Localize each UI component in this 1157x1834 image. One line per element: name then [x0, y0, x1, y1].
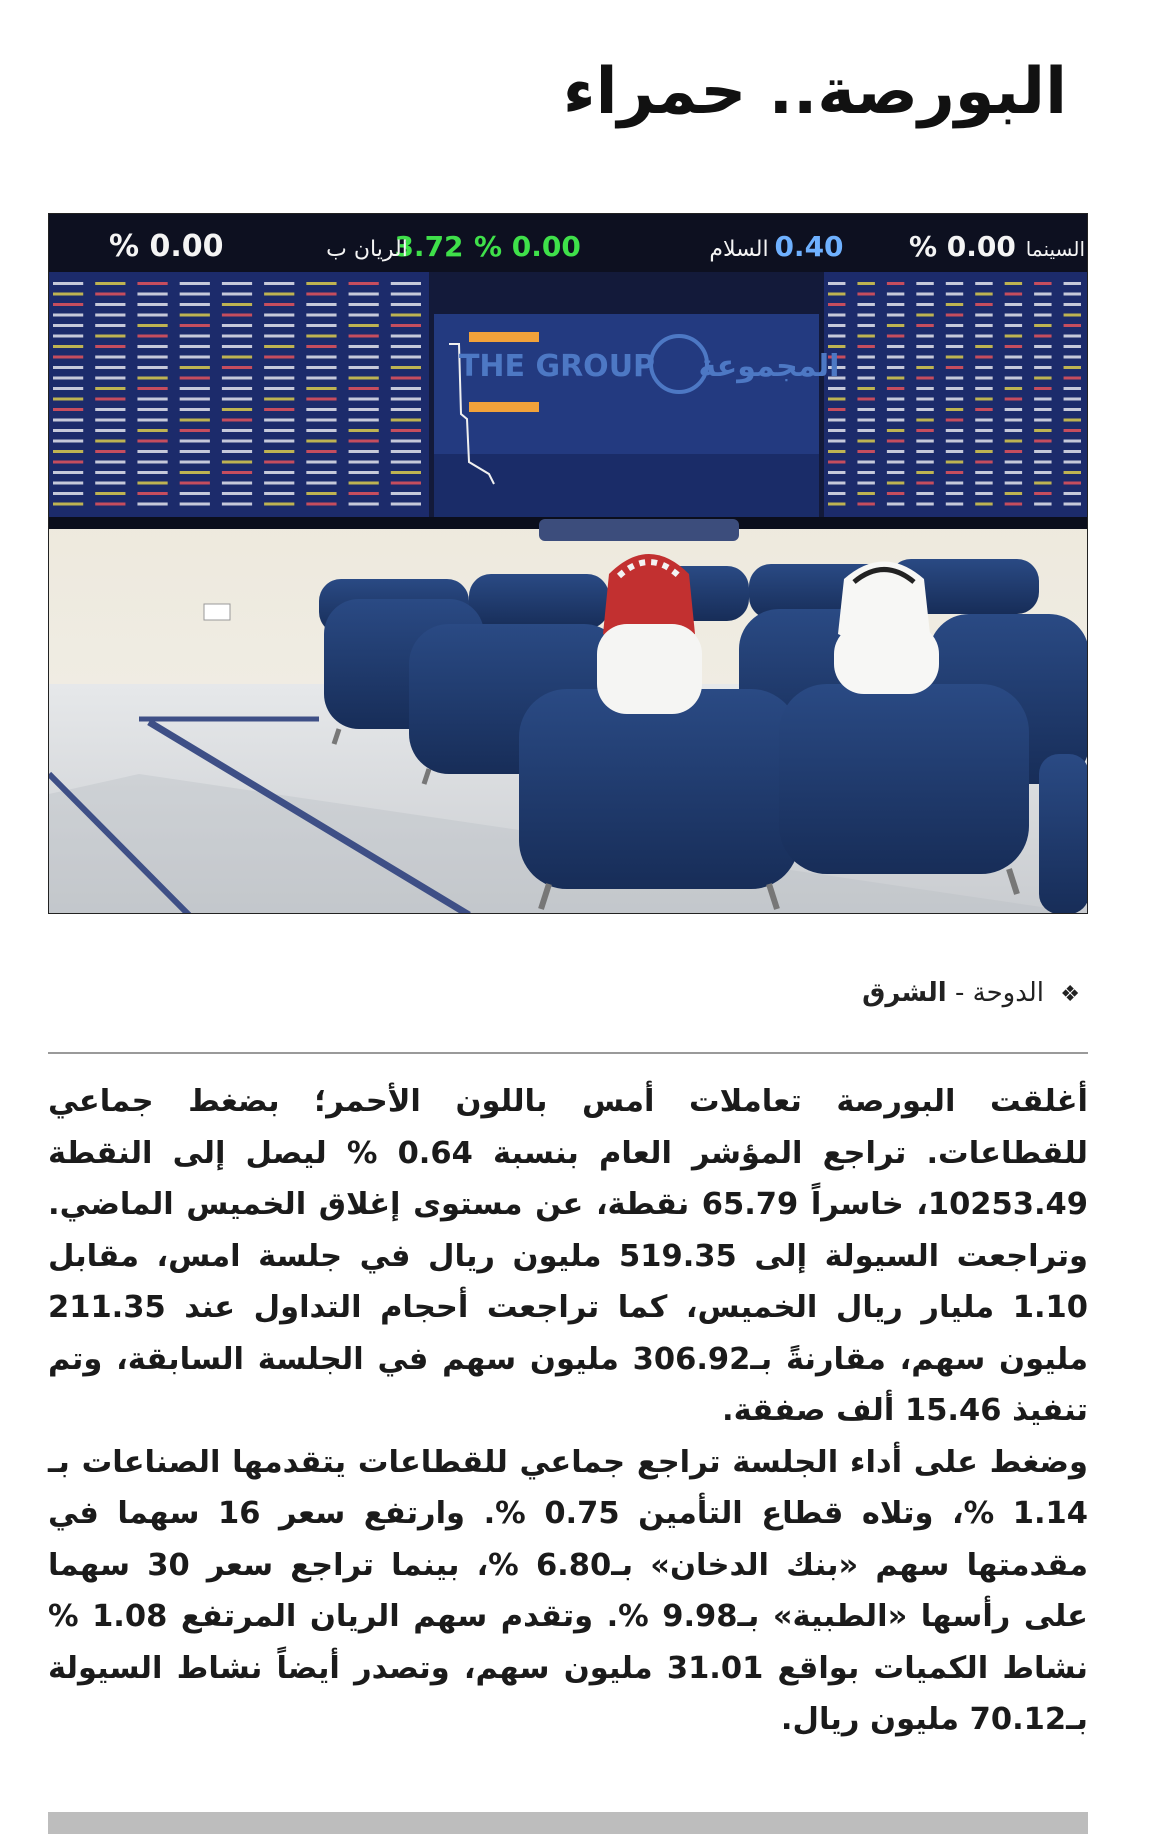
dateline-source: الشرق [862, 978, 947, 1008]
headline: البورصة.. حمراء [562, 55, 1067, 129]
board-ticker-salam-value: 0.40 [774, 230, 844, 263]
board-ticker-rayan-name: الريان ب [326, 237, 408, 262]
dateline-city: الدوحة [972, 978, 1044, 1008]
board-left-grid [49, 272, 429, 517]
section-divider [48, 1052, 1088, 1054]
article-photo [48, 213, 1088, 914]
board-logo-ar: المجموعة [698, 349, 840, 384]
board-logo-en: THE GROUP [458, 349, 656, 384]
page-bottom-bar [48, 1812, 1088, 1834]
dateline-separator: - [954, 978, 965, 1008]
dateline [862, 978, 1080, 1008]
board-ticker-right-pct: % 0.00 [909, 230, 1016, 263]
board-ticker-rayan-pct: % 0.00 [474, 230, 581, 263]
board-ticker-rayan-value: 3.72 [394, 230, 464, 263]
board-right-grid [824, 272, 1088, 517]
article-paragraph: أغلقت البورصة تعاملات أمس باللون الأحمر؛ بضغط جماعي للقطاعات. تراجع المؤشر العام بنسبة 0.64 % ليصل إلى النقطة 10253.49، خاسراً 65.79 نقطة، عن مستوى إغلاق الخميس الماضي. وتراجعت السيولة إلى 519.35 مليون ريال في جلسة امس، مقابل 1.10 مليار ريال الخميس، كما تراجعت أحجام التداول عند 211.35 مليون سهم، مقارنةً بـ306.92 مليون سهم في الجلسة السابقة، وتم تنفيذ 15.46 ألف صفقة. [48, 1084, 1088, 1428]
article-body [48, 1076, 1088, 1746]
article-paragraph: وضغط على أداء الجلسة تراجع جماعي للقطاعات يتقدمها الصناعات بـ 1.14 %، وتلاه قطاع التأمين 0.75 %. وارتفع سعر 16 سهما في مقدمتها سهم «بنك الدخان» بـ6.80 %، بينما تراجع سعر 30 سهما على رأسها «الطبية» بـ9.98 %. وتقدم سهم الريان المرتفع 1.08 % نشاط الكميات بواقع 31.01 مليون سهم، وتصدر أيضاً نشاط السيولة بـ70.12 مليون ريال. [48, 1444, 1089, 1737]
board-ticker-salam-name: السلام [709, 237, 769, 262]
diamond-bullet-icon: ❖ [1060, 982, 1080, 1007]
board-ticker-right-name: السينما [1025, 237, 1085, 261]
board-ticker-left: % 0.00 [109, 229, 224, 264]
